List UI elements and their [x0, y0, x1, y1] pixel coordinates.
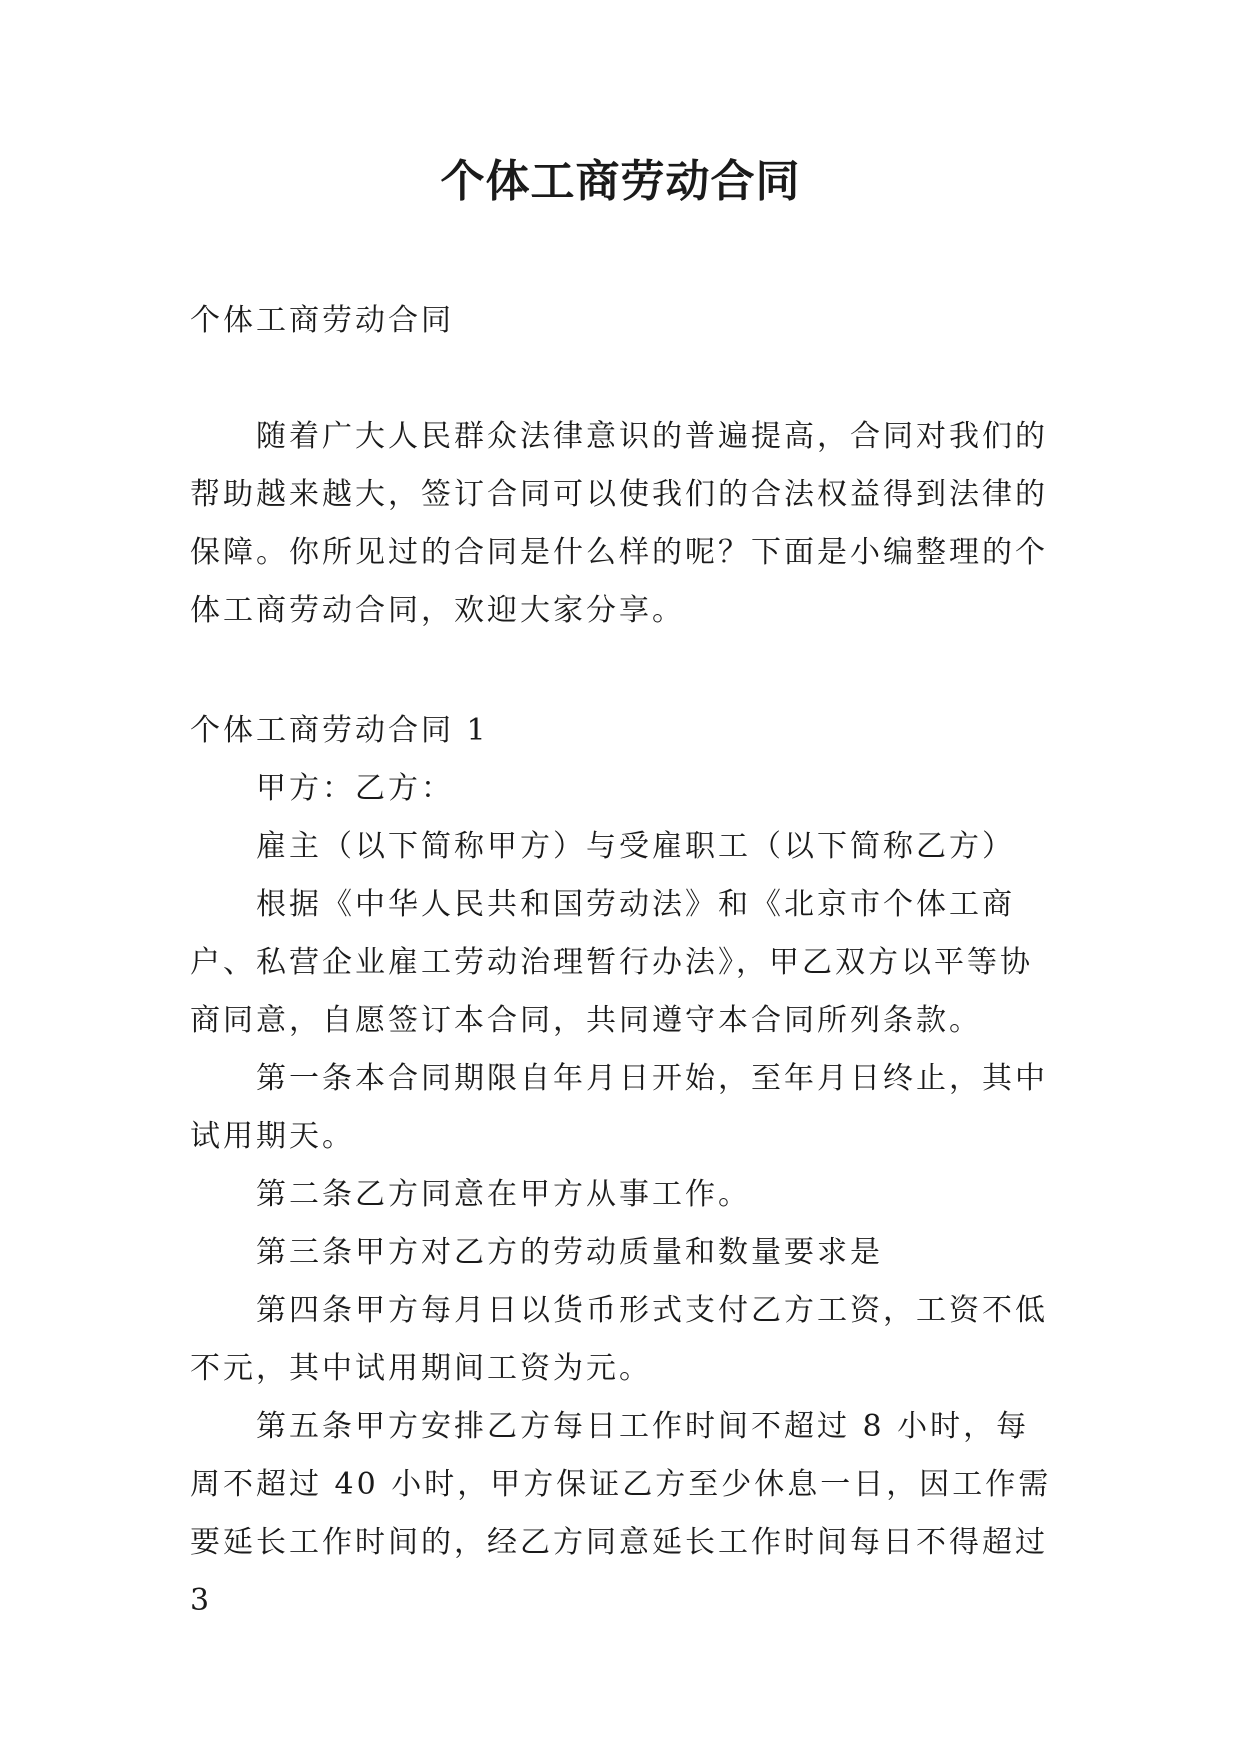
clause-1: 第一条本合同期限自年月日开始，至年月日终止，其中试用期天。 [190, 1061, 1048, 1154]
clause-4: 第四条甲方每月日以货币形式支付乙方工资，工资不低不元，其中试用期间工资为元。 [190, 1293, 1048, 1386]
employer-employee-line: 雇主（以下简称甲方）与受雇职工（以下简称乙方） [256, 829, 1015, 864]
document-subtitle: 个体工商劳动合同 [190, 303, 454, 338]
intro-paragraph: 随着广大人民群众法律意识的普遍提高，合同对我们的帮助越来越大，签订合同可以使我们的合法权益得到法律的保障。你所见过的合同是什么样的呢？下面是小编整理的个体工商劳动合同，欢迎大家分享。 [190, 419, 1048, 628]
clause-2: 第二条乙方同意在甲方从事工作。 [256, 1177, 751, 1212]
clause-3: 第三条甲方对乙方的劳动质量和数量要求是 [256, 1235, 883, 1270]
document-title: 个体工商劳动合同 [440, 156, 801, 207]
section-heading: 个体工商劳动合同 1 [190, 713, 489, 748]
legal-basis-paragraph: 根据《中华人民共和国劳动法》和《北京市个体工商户、私营企业雇工劳动治理暂行办法》，甲乙双方以平等协商同意，自愿签订本合同，共同遵守本合同所列条款。 [190, 887, 1033, 1038]
document-body [190, 292, 1060, 1630]
clause-5: 第五条甲方安排乙方每日工作时间不超过 8 小时，每周不超过 40 小时，甲方保证乙方至少休息一日，因工作需要延长工作时间的，经乙方同意延长工作时间每日不得超过 3 [190, 1409, 1052, 1618]
parties-line: 甲方：乙方： [256, 771, 454, 806]
